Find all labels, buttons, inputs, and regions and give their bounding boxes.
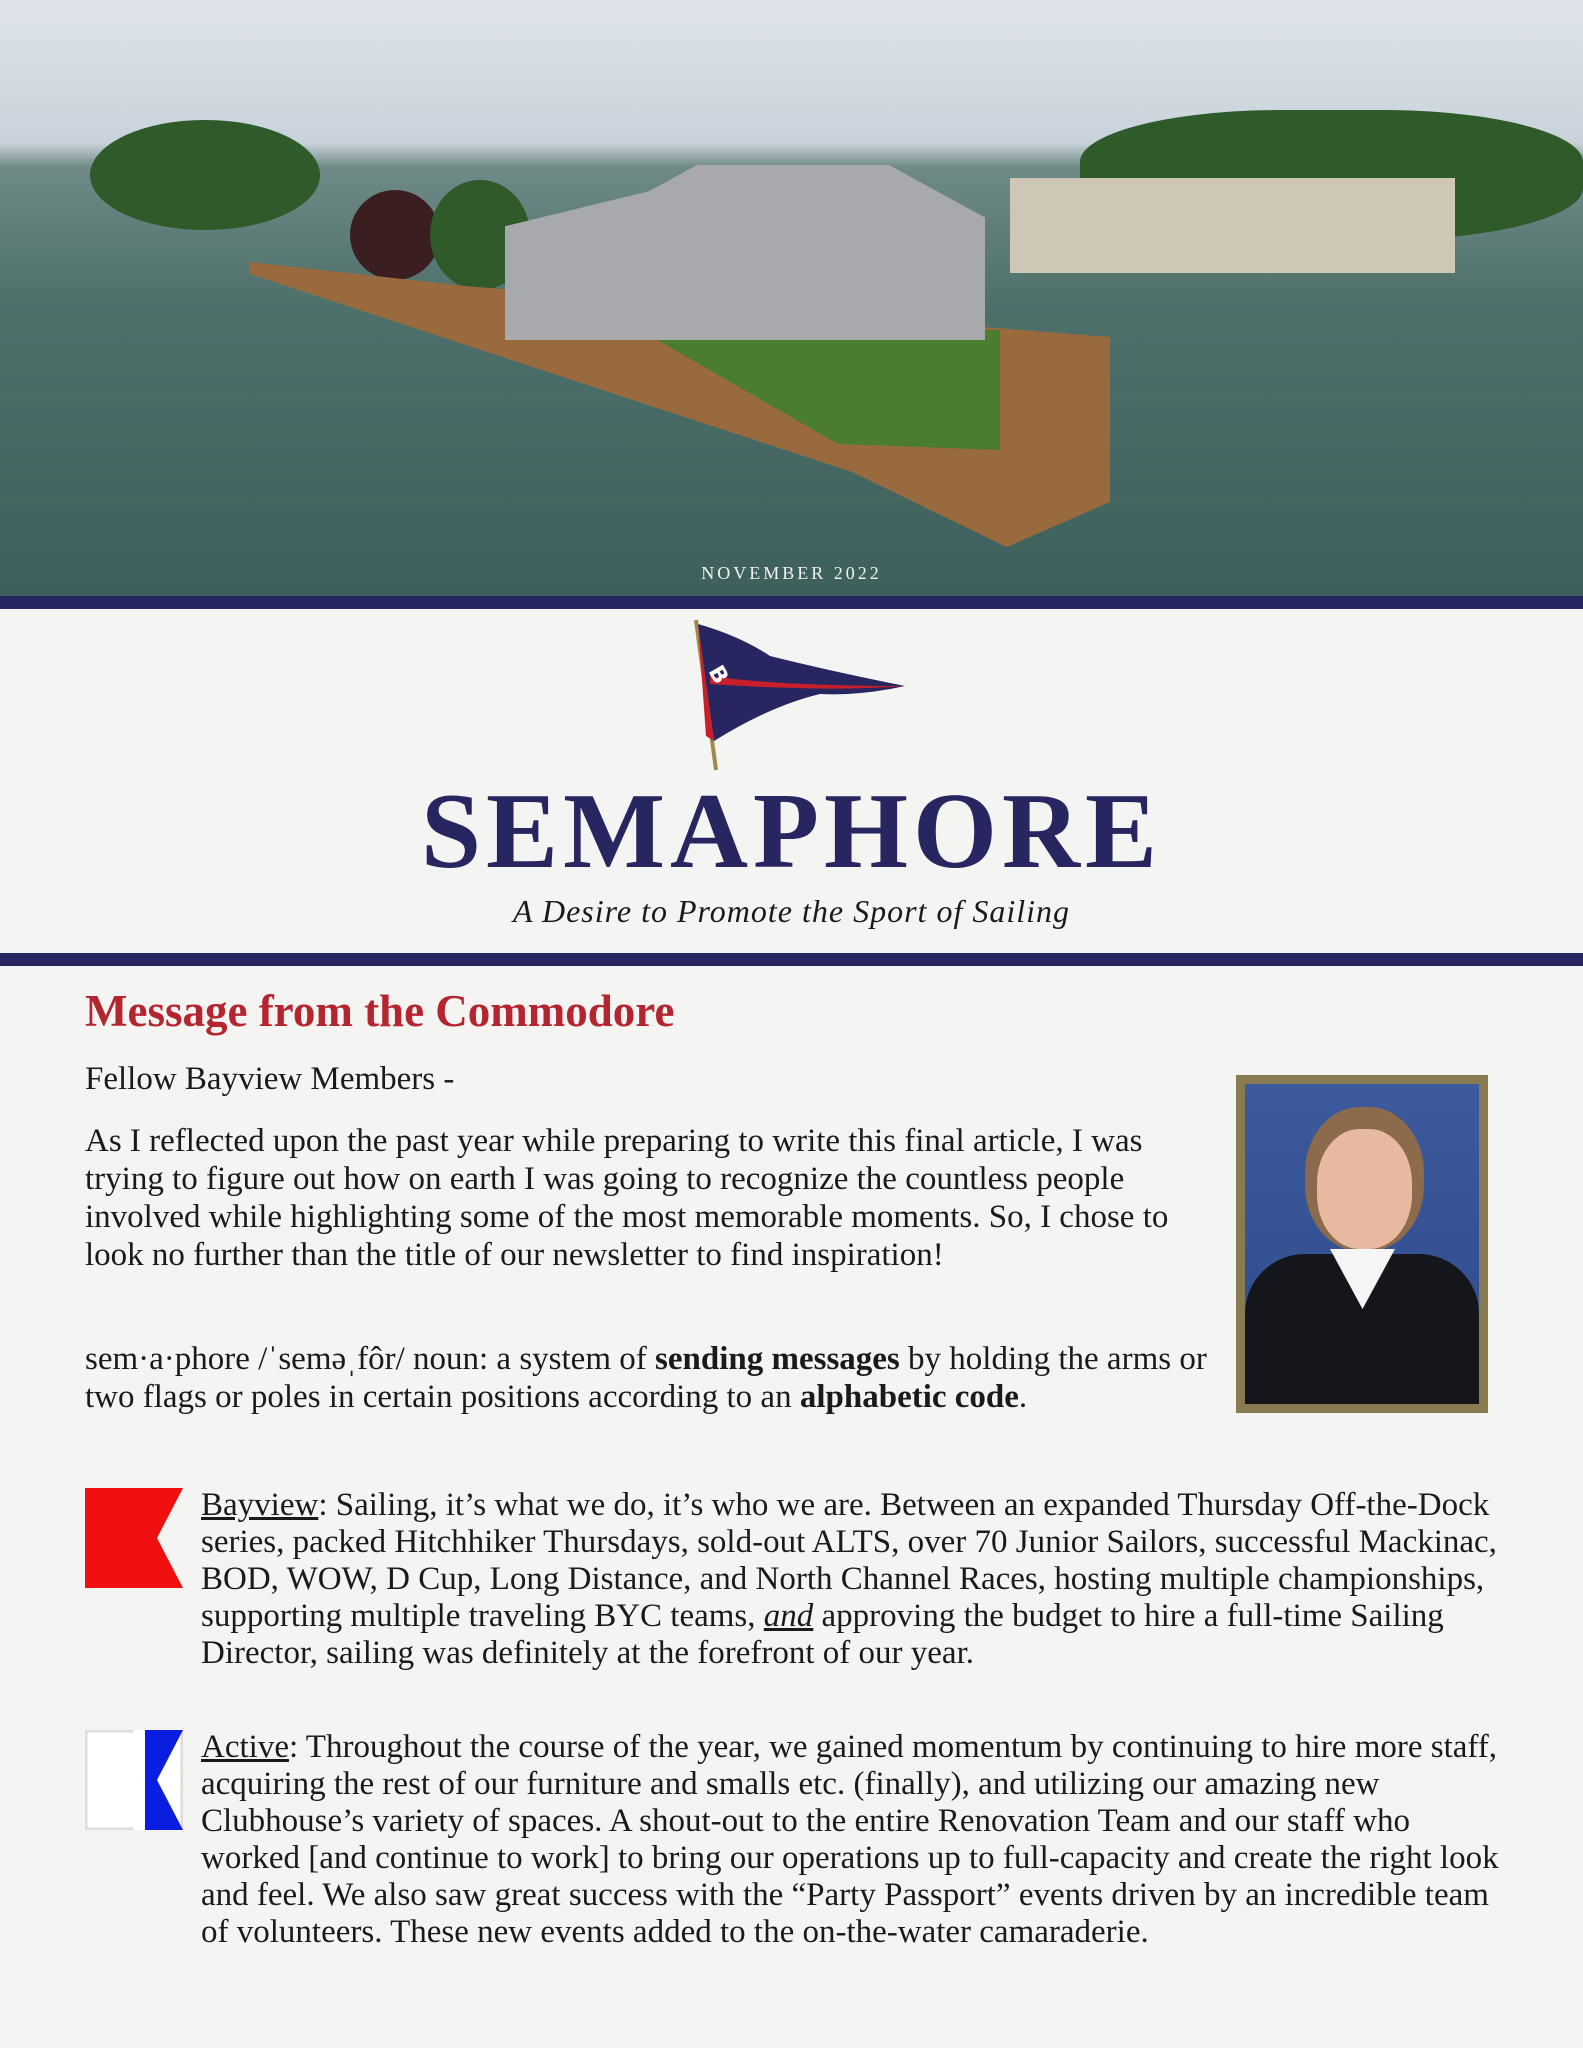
issue-date: NOVEMBER 2022 <box>701 563 882 583</box>
greeting: Fellow Bayview Members - <box>85 1061 455 1097</box>
byc-burgee-logo <box>680 616 920 776</box>
divider <box>0 953 1583 966</box>
commodore-portrait <box>1236 1075 1488 1413</box>
clubhouse-aerial-photo <box>0 0 1583 596</box>
intro-paragraph: As I reflected upon the past year while preparing to write this final article, I was trying to figure out how on earth I was going to recognize the countless people involved while highlighting some of the most memorable moments. So, I chose to look no further than the title of our newsletter to find inspiration! <box>85 1123 1169 1273</box>
list-item-active: Active: Throughout the course of the year, we gained momentum by continuing to hire more staff, acquiring the rest of our furniture and smalls etc. (finally), and utilizing our amazing new Clubhouse’s variety of spaces. A shout-out to the entire Renovation Team and our staff who worked [and continue to work] to bring our operations up to full-capacity and create the right look and feel. We also saw great success with the “Party Passport” events driven by an incredible team of volunteers. These new events added to the on-the-water camaraderie. <box>201 1729 1499 1950</box>
list-item-bayview: Bayview: Sailing, it’s what we do, it’s who we are. Between an expanded Thursday Off-the-Dock series, packed Hitchhiker Thursdays, sold-out ALTS, over 70 Junior Sailors, successful Mackinac, BOD, WOW, D Cup, Long Distance, and North Channel Races, hosting multiple championships, supporting multiple traveling BYC teams, and approving the budget to hire a full-time Sailing Director, sailing was definitely at the forefront of our year. <box>201 1487 1497 1671</box>
red-swallowtail-flag-icon <box>85 1488 183 1588</box>
white-blue-swallowtail-flag-icon <box>85 1730 183 1830</box>
svg-text:B: B <box>702 661 733 689</box>
definition-paragraph: sem·a·phore /ˈseməˌfôr/ noun: a system of sending messages by holding the arms or two flags or poles in certain positions according to an alphabetic code. <box>85 1341 1207 1415</box>
divider <box>0 596 1583 609</box>
tagline: A Desire to Promote the Sport of Sailing <box>513 893 1070 929</box>
newsletter-title: SEMAPHORE <box>420 772 1163 891</box>
article-heading: Message from the Commodore <box>85 986 675 1036</box>
